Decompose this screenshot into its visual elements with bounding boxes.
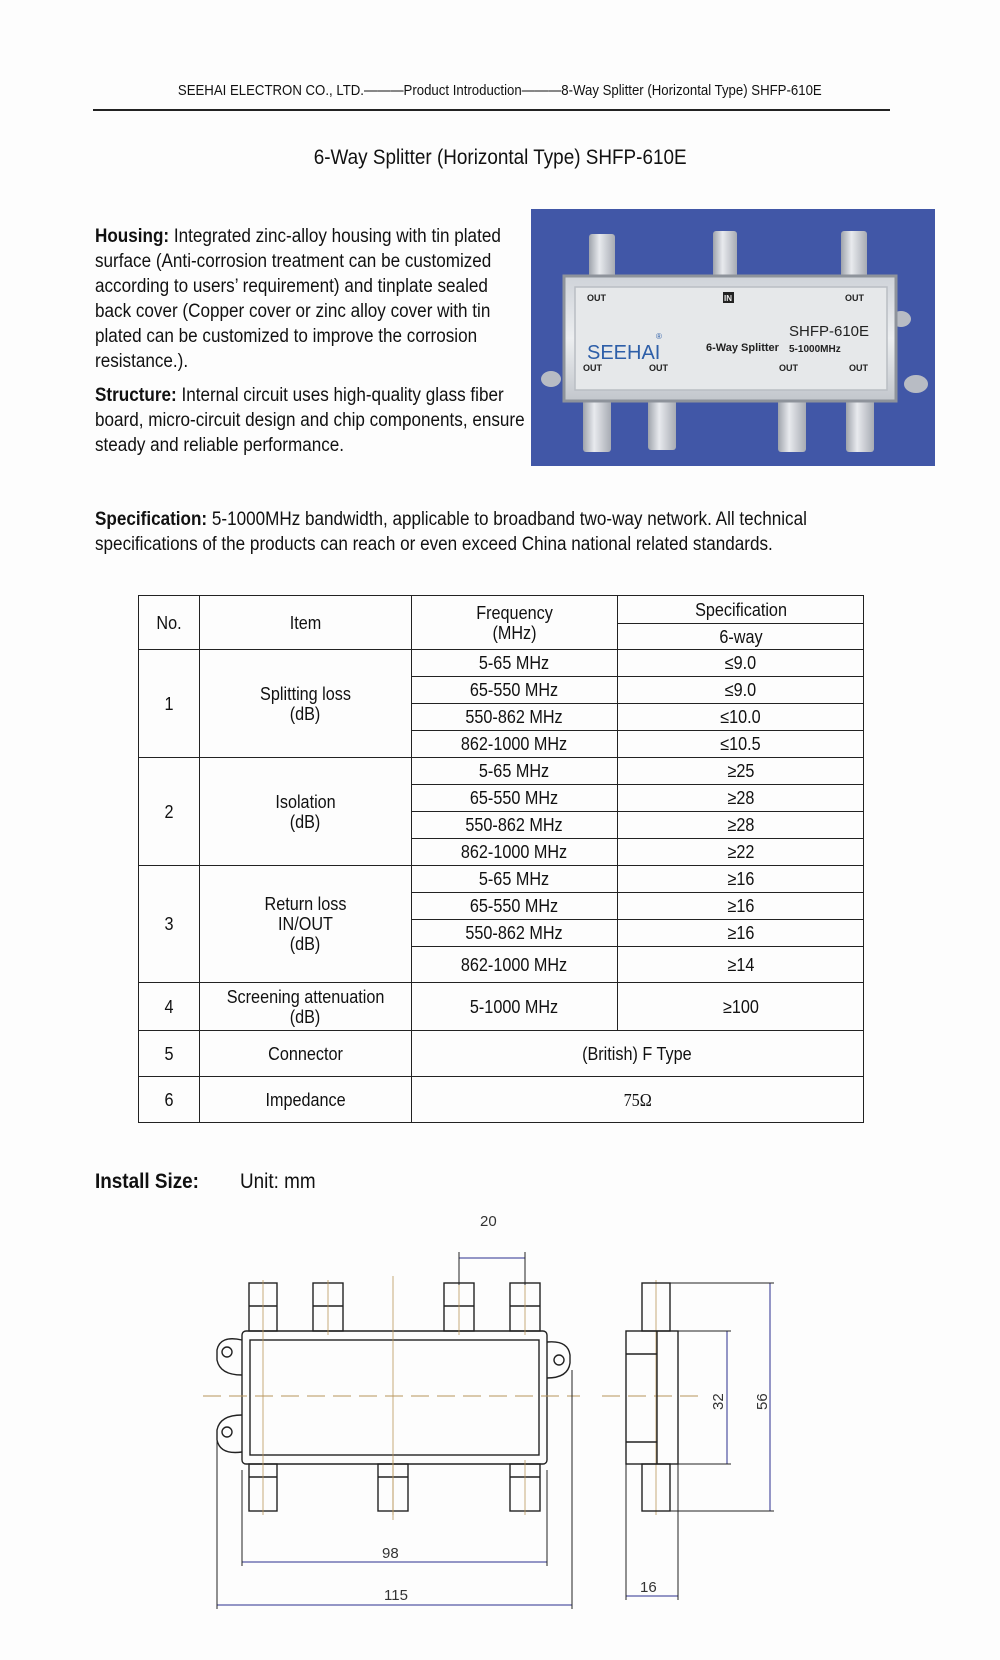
specification-label: Specification: — [95, 509, 208, 530]
value-cell: ≥16 — [618, 866, 864, 893]
value-cell: ≤9.0 — [618, 650, 864, 677]
freq-cell: 862-1000 MHz — [411, 731, 618, 758]
page-title-text: 6-Way Splitter (Horizontal Type) SHFP-610E — [313, 146, 687, 169]
freq-cell: 550-862 MHz — [411, 920, 618, 947]
structure-label: Structure: — [95, 385, 177, 406]
svg-text:5-1000MHz: 5-1000MHz — [789, 344, 841, 355]
table-row — [139, 1077, 864, 1123]
merged-value-cell: (British) F Type — [411, 1031, 863, 1077]
freq-cell: 5-65 MHz — [411, 758, 618, 785]
structure-text: Internal circuit uses high-quality glass fiber board, micro-circuit design and chip components, ensure steady and reliable performance. — [95, 385, 525, 456]
freq-cell: 862-1000 MHz — [411, 839, 618, 866]
value-cell: ≤10.5 — [618, 731, 864, 758]
value-cell: ≥16 — [618, 920, 864, 947]
structure-paragraph — [95, 383, 525, 458]
svg-text:®: ® — [656, 332, 662, 341]
table-row — [139, 983, 864, 1031]
unit-label: Unit: mm — [240, 1170, 316, 1193]
row-item: Return loss IN/OUT (dB) — [199, 866, 411, 983]
specification-text: 5-1000MHz bandwidth, applicable to broadband two-way network. All technical specifications of the products can reach or even exceed China national related standards. — [95, 509, 807, 555]
product-photo — [531, 209, 935, 466]
row-no: 1 — [139, 650, 200, 758]
value-cell: ≥28 — [618, 785, 864, 812]
svg-text:IN: IN — [724, 294, 732, 303]
header-specification: Specification — [618, 596, 864, 624]
photo-model-label: SHFP-610E — [789, 323, 870, 340]
header-rule — [93, 109, 890, 111]
row-item: Splitting loss (dB) — [199, 650, 411, 758]
dim-body-length: 98 — [382, 1545, 399, 1562]
svg-text:OUT: OUT — [849, 363, 868, 373]
table-row — [139, 758, 864, 785]
freq-cell: 65-550 MHz — [411, 785, 618, 812]
row-no: 2 — [139, 758, 200, 866]
row-item: Connector — [199, 1031, 411, 1077]
row-item: Impedance — [199, 1077, 411, 1123]
dim-overall-height: 56 — [754, 1393, 771, 1410]
dimension-lines — [217, 1252, 774, 1609]
dim-overall-length: 115 — [384, 1587, 408, 1604]
header-no: No. — [139, 596, 200, 650]
table-row — [139, 1031, 864, 1077]
freq-cell: 65-550 MHz — [411, 893, 618, 920]
housing-text: Integrated zinc-alloy housing with tin plated surface (Anti-corrosion treatment can be customized according to users’ requirement) and tinplate sealed back cover (Copper cover or zinc alloy cover with tin plated can be customized to improve the corrosion resistance.). — [95, 226, 501, 372]
dimension-drawing — [0, 1200, 1000, 1640]
row-item: Screening attenuation (dB) — [199, 983, 411, 1031]
freq-cell: 5-65 MHz — [411, 866, 618, 893]
header-frequency: Frequency (MHz) — [411, 596, 618, 650]
specification-paragraph — [95, 507, 875, 557]
row-item: Isolation (dB) — [199, 758, 411, 866]
row-no: 6 — [139, 1077, 200, 1123]
header-item: Item — [199, 596, 411, 650]
table-row — [139, 866, 864, 893]
svg-text:OUT: OUT — [583, 363, 602, 373]
side-view — [626, 1283, 678, 1511]
running-header-text: SEEHAI ELECTRON CO., LTD.———Product Introduction———8-Way Splitter (Horizontal Type) SHFP-610E — [178, 82, 822, 99]
page-title — [0, 146, 1000, 170]
svg-text:OUT: OUT — [587, 293, 606, 303]
freq-cell: 5-65 MHz — [411, 650, 618, 677]
row-no: 5 — [139, 1031, 200, 1077]
svg-text:OUT: OUT — [845, 293, 864, 303]
svg-text:OUT: OUT — [649, 363, 668, 373]
freq-cell: 65-550 MHz — [411, 677, 618, 704]
splitter-photo-image — [531, 209, 935, 466]
running-header — [0, 82, 1000, 99]
freq-cell: 550-862 MHz — [411, 812, 618, 839]
freq-cell: 862-1000 MHz — [411, 947, 618, 983]
table-header-row — [139, 596, 864, 624]
table-row — [139, 650, 864, 677]
dim-connector-pitch: 20 — [480, 1213, 497, 1230]
housing-paragraph — [95, 224, 525, 374]
value-cell: ≥100 — [618, 983, 864, 1031]
dim-body-height: 32 — [710, 1393, 727, 1410]
row-no: 3 — [139, 866, 200, 983]
value-cell: ≥22 — [618, 839, 864, 866]
install-size-label: Install Size: — [95, 1170, 199, 1193]
dim-depth: 16 — [640, 1579, 657, 1596]
value-cell: ≥25 — [618, 758, 864, 785]
value-cell: ≤10.0 — [618, 704, 864, 731]
svg-text:OUT: OUT — [779, 363, 798, 373]
header-6-way: 6-way — [618, 624, 864, 650]
value-cell: ≥16 — [618, 893, 864, 920]
svg-text:6-Way Splitter: 6-Way Splitter — [706, 342, 779, 354]
freq-cell: 550-862 MHz — [411, 704, 618, 731]
row-no: 4 — [139, 983, 200, 1031]
freq-cell: 5-1000 MHz — [411, 983, 618, 1031]
front-view — [217, 1283, 570, 1511]
value-cell: ≥14 — [618, 947, 864, 983]
value-cell: ≥28 — [618, 812, 864, 839]
value-cell: ≤9.0 — [618, 677, 864, 704]
merged-value-cell: 75Ω — [411, 1077, 863, 1123]
brand-logo: SEEHAI — [587, 342, 661, 364]
housing-label: Housing: — [95, 226, 170, 247]
spec-table — [138, 595, 864, 1123]
